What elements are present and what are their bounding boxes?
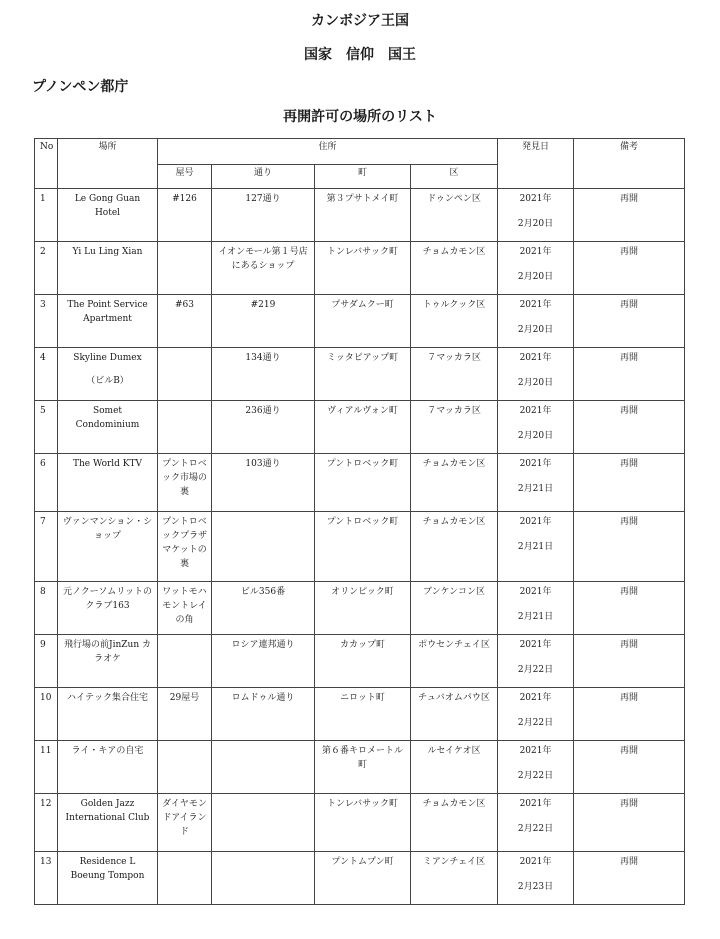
table-row [35, 401, 685, 454]
cell-date [498, 242, 574, 295]
date-year: 2021年 [519, 406, 552, 416]
cell-date [498, 512, 574, 582]
cell-place: 元ノクーソムリットのクラブ163 [58, 582, 158, 635]
table-row [35, 794, 685, 852]
cell-no: 7 [35, 512, 58, 582]
cell-place: Le Gong Guan Hotel [58, 189, 158, 242]
cell-remarks: 再開 [574, 512, 685, 582]
cell-remarks: 再開 [574, 852, 685, 905]
cell-date [498, 635, 574, 688]
cell-no: 2 [35, 242, 58, 295]
document-title: 再開許可の場所のリスト [283, 109, 437, 125]
cell-house: プントロベック市場の裏 [158, 454, 212, 512]
cell-town: 第６番キロメートル町 [315, 741, 411, 794]
cell-street [212, 512, 315, 582]
cell-date [498, 794, 574, 852]
date-year: 2021年 [519, 746, 552, 756]
cell-district: ミアンチェイ区 [411, 852, 498, 905]
table-row [35, 741, 685, 794]
date-day: 2月21日 [517, 484, 554, 494]
motto-heading: 国家 信仰 国王 [304, 47, 416, 63]
cell-street: ビル356番 [212, 582, 315, 635]
date-day: 2月22日 [517, 665, 554, 675]
cell-remarks: 再開 [574, 242, 685, 295]
date-day: 2月22日 [517, 771, 554, 781]
cell-house: プントロベックプラザマケットの裏 [158, 512, 212, 582]
cell-town: ミッタピアップ町 [315, 348, 411, 401]
cell-district: ルセイケオ区 [411, 741, 498, 794]
date-day: 2月21日 [517, 612, 554, 622]
cell-street [212, 852, 315, 905]
date-year: 2021年 [519, 799, 552, 809]
cell-place: 飛行場の前JinZun カラオケ [58, 635, 158, 688]
date-year: 2021年 [519, 857, 552, 867]
cell-place: Residence L Boeung Tompon [58, 852, 158, 905]
table-row [35, 295, 685, 348]
cell-date [498, 454, 574, 512]
cell-street: ロシア連邦通り [212, 635, 315, 688]
cell-house [158, 401, 212, 454]
table-row [35, 852, 685, 905]
cell-town: プントロベック町 [315, 512, 411, 582]
cell-date [498, 295, 574, 348]
cell-place: The World KTV [58, 454, 158, 512]
cell-house: ワットモハモントレイの角 [158, 582, 212, 635]
cell-no: 1 [35, 189, 58, 242]
date-day: 2月20日 [517, 431, 554, 441]
cell-date [498, 741, 574, 794]
cell-district: チョムカモン区 [411, 454, 498, 512]
header-place: 場所 [58, 139, 158, 189]
date-year: 2021年 [519, 459, 552, 469]
cell-street: イオンモール第１号店にあるショップ [212, 242, 315, 295]
table-row [35, 635, 685, 688]
cell-date [498, 852, 574, 905]
date-year: 2021年 [519, 587, 552, 597]
table-row [35, 582, 685, 635]
cell-house [158, 348, 212, 401]
date-day: 2月23日 [517, 882, 554, 892]
cell-town: プサダムクー町 [315, 295, 411, 348]
cell-remarks: 再開 [574, 348, 685, 401]
cell-date [498, 348, 574, 401]
cell-house [158, 635, 212, 688]
date-day: 2月21日 [517, 542, 554, 552]
cell-town: 第３プサトメイ町 [315, 189, 411, 242]
cell-remarks: 再開 [574, 794, 685, 852]
cell-no: 11 [35, 741, 58, 794]
cell-house [158, 852, 212, 905]
cell-place: ハイテック集合住宅 [58, 688, 158, 741]
date-year: 2021年 [519, 247, 552, 257]
cell-district: ７マッカラ区 [411, 348, 498, 401]
header-district: 区 [411, 165, 498, 189]
cell-district: トゥルクック区 [411, 295, 498, 348]
table-row [35, 242, 685, 295]
header-remarks: 備考 [574, 139, 685, 189]
cell-town: トンレバサック町 [315, 794, 411, 852]
cell-no: 4 [35, 348, 58, 401]
cell-no: 12 [35, 794, 58, 852]
cell-town: オリンピック町 [315, 582, 411, 635]
cell-date [498, 582, 574, 635]
cell-district: ポウセンチェイ区 [411, 635, 498, 688]
header-house: 屋号 [158, 165, 212, 189]
date-year: 2021年 [519, 300, 552, 310]
cell-district: チョムカモン区 [411, 512, 498, 582]
cell-remarks: 再開 [574, 582, 685, 635]
date-year: 2021年 [519, 693, 552, 703]
place-note: （ビルB） [86, 376, 129, 386]
date-year: 2021年 [519, 640, 552, 650]
cell-street: 236通り [212, 401, 315, 454]
date-day: 2月20日 [517, 378, 554, 388]
cell-no: 3 [35, 295, 58, 348]
header-date: 発見日 [498, 139, 574, 189]
cell-street: 134通り [212, 348, 315, 401]
cell-district: チュバオムパウ区 [411, 688, 498, 741]
cell-remarks: 再開 [574, 189, 685, 242]
reopening-places-table [34, 138, 685, 905]
cell-town: プントロベック町 [315, 454, 411, 512]
kingdom-heading: カンボジア王国 [311, 13, 409, 29]
cell-place: Somet Condominium [58, 401, 158, 454]
cell-street [212, 741, 315, 794]
cell-no: 10 [35, 688, 58, 741]
table-row [35, 189, 685, 242]
place-name: Skyline Dumex [73, 353, 142, 363]
cell-street: ロムドゥル通り [212, 688, 315, 741]
date-year: 2021年 [519, 517, 552, 527]
authority-heading: プノンペン都庁 [32, 79, 129, 95]
date-day: 2月22日 [517, 718, 554, 728]
cell-street: 103通り [212, 454, 315, 512]
cell-remarks: 再開 [574, 741, 685, 794]
cell-district: チョムカモン区 [411, 242, 498, 295]
cell-house [158, 741, 212, 794]
cell-place: Golden Jazz International Club [58, 794, 158, 852]
table-row [35, 348, 685, 401]
cell-town: ヴィアルヴォン町 [315, 401, 411, 454]
cell-no: 9 [35, 635, 58, 688]
cell-remarks: 再開 [574, 401, 685, 454]
cell-remarks: 再開 [574, 454, 685, 512]
cell-no: 13 [35, 852, 58, 905]
cell-town: プントムプン町 [315, 852, 411, 905]
cell-remarks: 再開 [574, 295, 685, 348]
cell-district: ドゥンペン区 [411, 189, 498, 242]
date-day: 2月20日 [517, 272, 554, 282]
header-no: No [35, 139, 58, 189]
cell-remarks: 再開 [574, 688, 685, 741]
table-row [35, 454, 685, 512]
cell-town: トンレバサック町 [315, 242, 411, 295]
cell-house [158, 242, 212, 295]
date-year: 2021年 [519, 194, 552, 204]
header-street: 通り [212, 165, 315, 189]
header-address: 住所 [158, 139, 498, 165]
cell-street [212, 794, 315, 852]
cell-house: #126 [158, 189, 212, 242]
cell-date [498, 401, 574, 454]
date-day: 2月20日 [517, 219, 554, 229]
cell-town: カカップ町 [315, 635, 411, 688]
cell-date [498, 189, 574, 242]
date-day: 2月22日 [517, 824, 554, 834]
cell-house: ダイヤモンドアイランド [158, 794, 212, 852]
cell-place: The Point Service Apartment [58, 295, 158, 348]
table-row [35, 688, 685, 741]
cell-district: ブンケンコン区 [411, 582, 498, 635]
cell-date [498, 688, 574, 741]
cell-place: ライ・キアの自宅 [58, 741, 158, 794]
date-year: 2021年 [519, 353, 552, 363]
cell-place: ヴァンマンション・ショップ [58, 512, 158, 582]
cell-town: ニロット町 [315, 688, 411, 741]
cell-no: 6 [35, 454, 58, 512]
cell-remarks: 再開 [574, 635, 685, 688]
header-town: 町 [315, 165, 411, 189]
cell-street: #219 [212, 295, 315, 348]
date-day: 2月20日 [517, 325, 554, 335]
cell-street: 127通り [212, 189, 315, 242]
cell-district: ７マッカラ区 [411, 401, 498, 454]
cell-place: Yi Lu Ling Xian [58, 242, 158, 295]
cell-house: #63 [158, 295, 212, 348]
cell-no: 5 [35, 401, 58, 454]
cell-no: 8 [35, 582, 58, 635]
table-row [35, 512, 685, 582]
cell-district: チョムカモン区 [411, 794, 498, 852]
cell-place [58, 348, 158, 401]
cell-house: 29屋号 [158, 688, 212, 741]
